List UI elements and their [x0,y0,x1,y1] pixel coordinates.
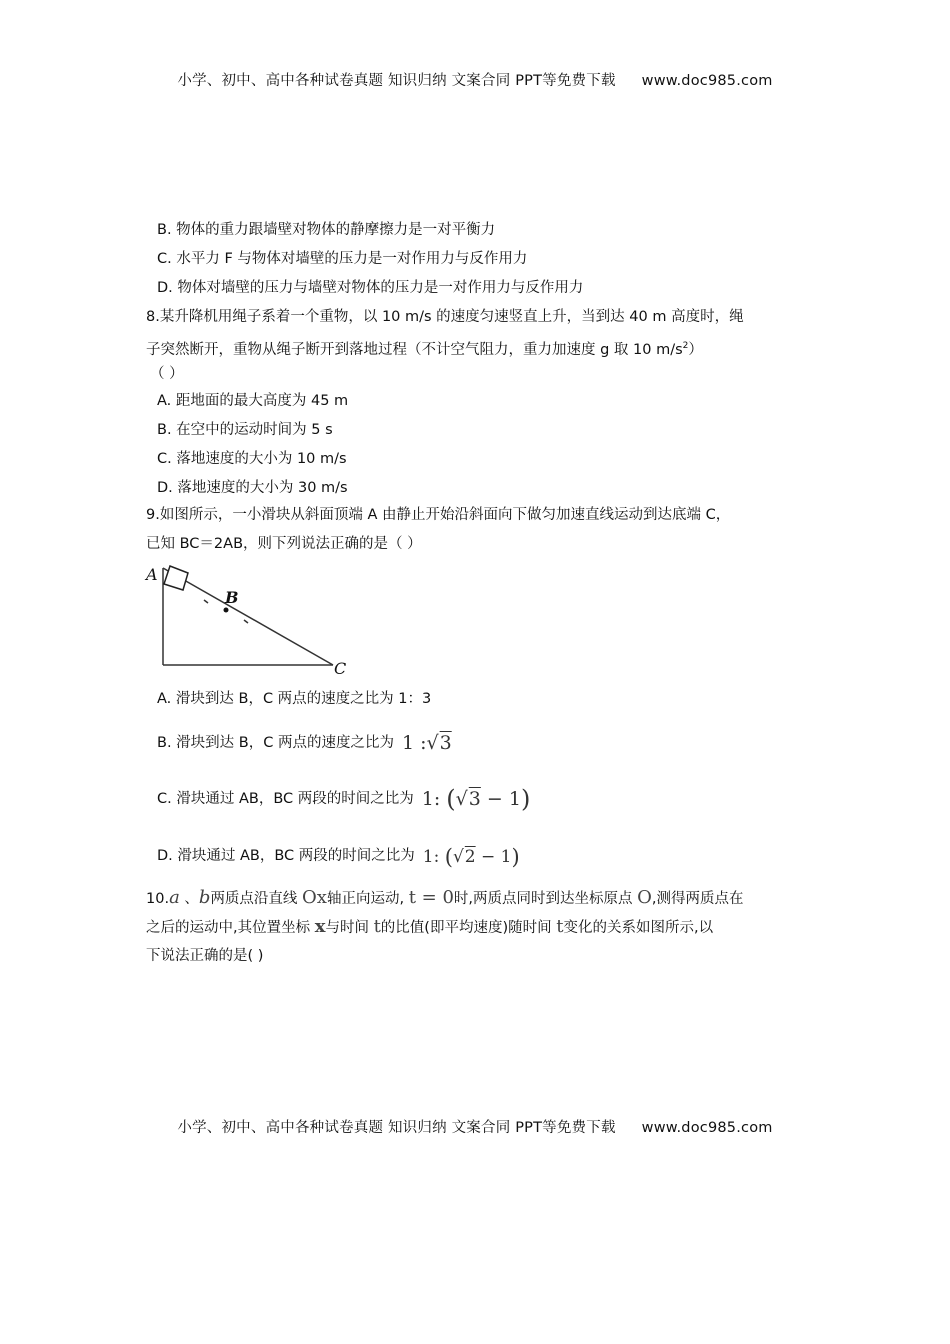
q9-option-b [157,733,452,753]
incline-slope [163,568,333,665]
q9-stem-line1: 9.如图所示，一小滑块从斜面顶端 A 由静止开始沿斜面向下做匀加速直线运动到达底端 C， [146,507,731,523]
q9-option-c-text: C. 滑块通过 AB，BC 两段的时间之比为 [157,791,414,807]
var-b: b [198,887,211,908]
t-equals-zero: t = 0 [408,887,454,908]
footer-url: www.doc985.com [641,1120,773,1136]
var-a: a [169,887,180,908]
label-a: A [146,565,158,584]
q7-option-b: B. 物体的重力跟墙壁对物体的静摩擦力是一对平衡力 [157,222,496,238]
q9-option-b-ratio: 1 :√3 [401,732,452,754]
ratio-one: 1: [421,788,441,810]
q10-text: 的比值(即平均速度)随时间 [380,920,557,936]
minus-one: − 1 [480,788,521,810]
axis-ox: Ox [302,887,327,908]
minus-one: − 1 [475,847,512,867]
q10-stem-line2 [146,917,713,938]
q10-number: 10. [146,891,170,907]
q7-option-c: C. 水平力 F 与物体对墙壁的压力是一对作用力与反作用力 [157,251,528,267]
slope-tick [204,600,208,603]
q9-stem-line2: 已知 BC＝2AB，则下列说法正确的是（ ） [146,536,422,552]
var-x: x [314,916,326,937]
q8-exponent: 2 [682,341,689,351]
ratio-one: 1: [422,847,440,867]
q9-option-c [157,785,531,813]
q8-option-c: C. 落地速度的大小为 10 m/s [157,451,347,467]
q9-option-c-ratio: 1: (√3 − 1) [421,785,531,813]
q10-text: 时,两质点同时到达坐标原点 [453,891,638,907]
origin-o: O [637,887,652,908]
label-c: C [334,659,347,678]
q10-text: ,测得两质点在 [651,891,744,907]
q9-option-b-text: B. 滑块到达 B，C 两点的速度之比为 [157,735,394,751]
slope-tick [244,620,248,623]
separator: 、 [179,891,199,907]
var-t: t [556,916,564,937]
q10-stem-line3: 下说法正确的是( ) [146,948,264,964]
q9-option-d [157,846,520,867]
header-text: 小学、初中、高中各种试卷真题 知识归纳 文案合同 PPT等免费下载 [177,73,616,89]
q8-option-a: A. 距地面的最大高度为 45 m [157,393,349,409]
label-b: B [225,588,239,607]
q7-option-d: D. 物体对墙壁的压力与墙壁对物体的压力是一对作用力与反作用力 [157,280,584,296]
radicand: 3 [468,788,481,810]
q10-text: 与时间 [325,920,374,936]
q9-option-d-ratio: 1: (√2 − 1) [422,845,520,869]
var-t: t [373,916,381,937]
ratio-one: 1 : [401,732,427,754]
q8-stem-line2 [146,336,703,360]
q10-text: 轴正向运动, [326,891,409,907]
q8-stem-text: 子突然断开，重物从绳子断开到落地过程（不计空气阻力，重力加速度 g 取 10 m/s [146,342,683,358]
page-footer [0,1116,950,1137]
q10-text: 之后的运动中,其位置坐标 [146,920,315,936]
slider-block [164,566,188,590]
q8-option-b: B. 在空中的运动时间为 5 s [157,422,333,438]
q10-text: 两质点沿直线 [210,891,303,907]
q8-stem-line1: 8.某升降机用绳子系着一个重物，以 10 m/s 的速度匀速竖直上升，当到达 40 m 高度时，绳 [146,309,744,325]
radicand: 2 [464,847,476,867]
point-b-dot [224,608,229,613]
q10-stem-line1 [146,888,744,909]
incline-figure [140,560,360,680]
q8-stem-end: ） [688,342,703,358]
footer-text: 小学、初中、高中各种试卷真题 知识归纳 文案合同 PPT等免费下载 [177,1120,616,1136]
header-url: www.doc985.com [641,73,773,89]
q10-text: 变化的关系如图所示,以 [563,920,714,936]
q9-option-a: A. 滑块到达 B，C 两点的速度之比为 1：3 [157,691,432,707]
q9-option-d-text: D. 滑块通过 AB，BC 两段的时间之比为 [157,848,415,864]
radicand: 3 [439,732,452,754]
q8-answer-blank: （ ） [150,366,184,382]
q8-option-d: D. 落地速度的大小为 30 m/s [157,480,348,496]
page-header [0,69,950,90]
